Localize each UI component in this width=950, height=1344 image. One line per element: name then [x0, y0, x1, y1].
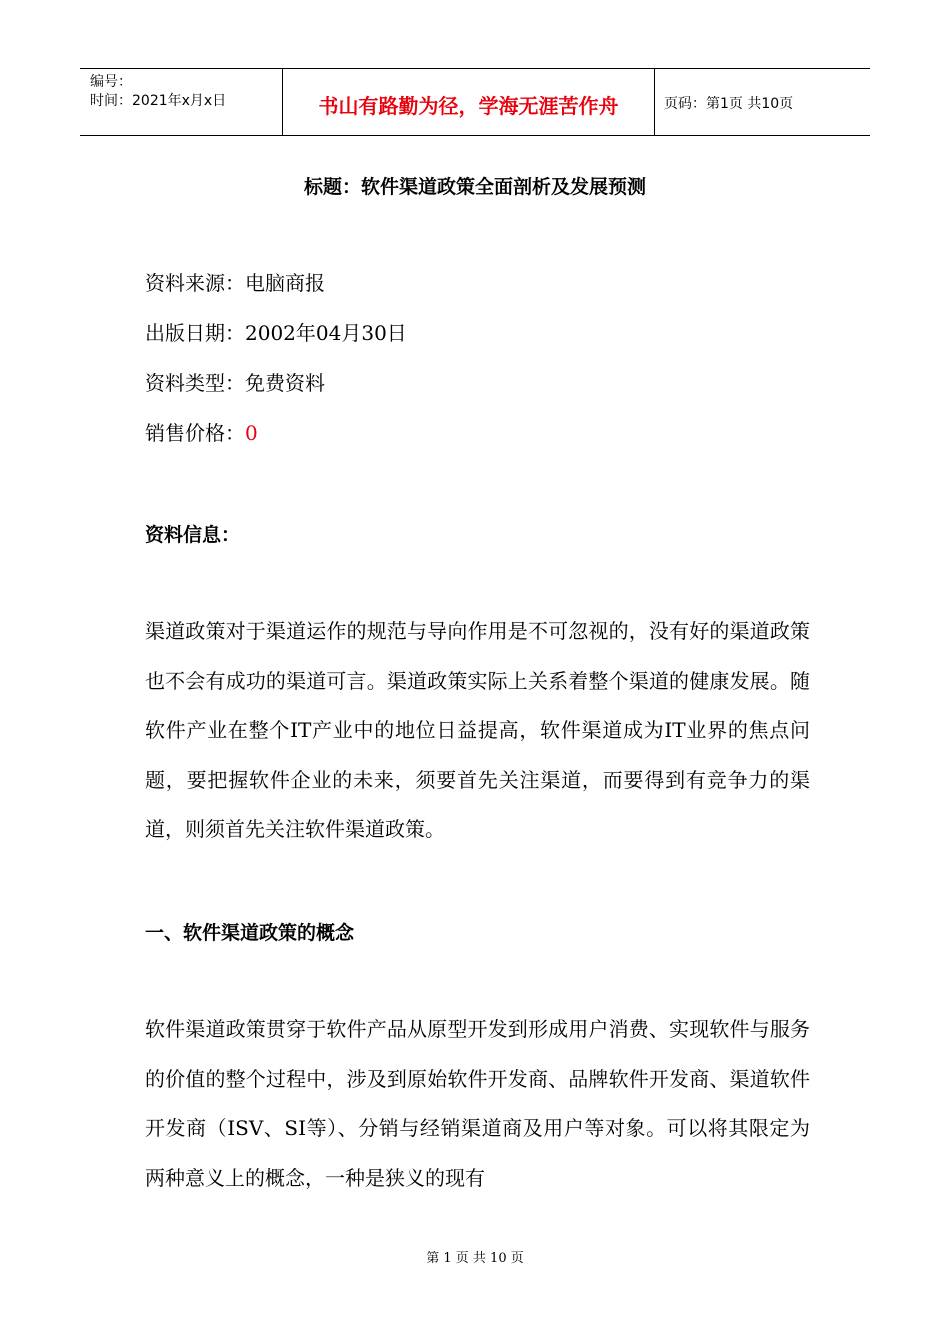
date-label: 时间：2021年x月x日 [90, 93, 227, 109]
header-motto: 书山有路勤为径，学海无涯苦作舟 [282, 69, 655, 135]
page-footer: 第 1 页 共 10 页 [426, 1251, 524, 1266]
meta-value: 2002年04月30日 [245, 321, 407, 345]
intro-paragraph: 渠道政策对于渠道运作的规范与导向作用是不可忽视的，没有好的渠道政策也不会有成功的渠道可言。渠道政策实际上关系着整个渠道的健康发展。随软件产业在整个IT产业中的地位日益提高，软件渠道成为IT业界的焦点问题，要把握软件企业的未来，须要首先关注渠道，而要得到有竞争力的渠道，则须首先关注软件渠道政策。 [145, 619, 810, 841]
meta-value: 免费资料 [245, 371, 325, 395]
number-label: 编号： [90, 74, 132, 90]
header-left-cell [80, 69, 282, 135]
section1-paragraph: 软件渠道政策贯穿于软件产品从原型开发到形成用户消费、实现软件与服务的价值的整个过程中，涉及到原始软件开发商、品牌软件开发商、渠道软件开发商（ISV、SI等）、分销与经销渠道商及用户等对象。可以将其限定为两种意义上的概念，一种是狭义的现有 [145, 1017, 810, 1190]
meta-value: 电脑商报 [245, 271, 325, 295]
meta-publish-date [145, 320, 407, 346]
meta-label: 出版日期： [145, 321, 245, 345]
section1-heading: 一、软件渠道政策的概念 [145, 922, 355, 944]
meta-price [145, 420, 258, 446]
meta-type [145, 370, 325, 396]
info-heading: 资料信息： [145, 524, 241, 546]
meta-label: 销售价格： [145, 421, 245, 445]
meta-price-value: 0 [245, 421, 258, 445]
meta-source [145, 270, 325, 296]
meta-label: 资料来源： [145, 271, 245, 295]
header-page-info: 页码：第1页 共10页 [664, 96, 794, 112]
meta-label: 资料类型： [145, 371, 245, 395]
page-header [80, 68, 870, 136]
document-title: 标题：软件渠道政策全面剖析及发展预测 [303, 176, 646, 198]
